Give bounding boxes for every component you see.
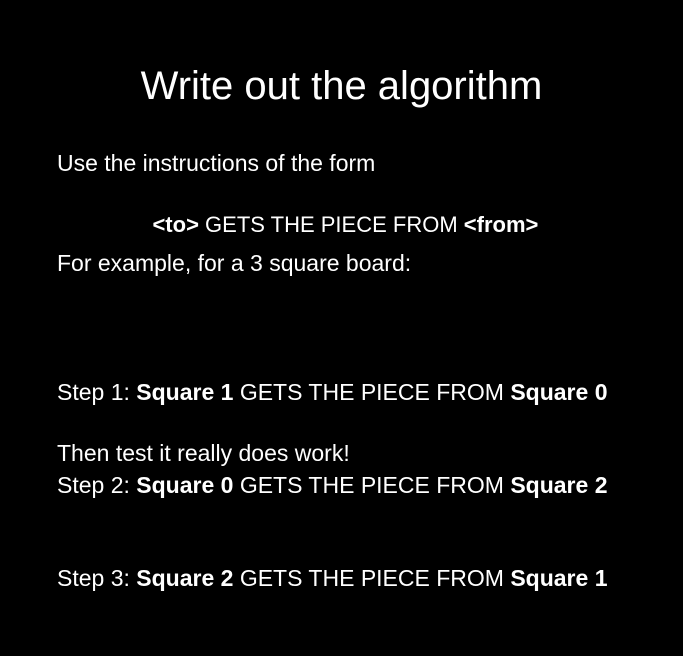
step-3-middle: GETS THE PIECE FROM [233,565,511,591]
step-2-to-square: Square 0 [136,472,234,498]
from-token: <from> [463,212,539,238]
form-middle-text: GETS THE PIECE FROM [198,212,464,238]
step-1-middle: GETS THE PIECE FROM [233,379,511,405]
step-2-middle: GETS THE PIECE FROM [233,472,511,498]
step-2-from-square: Square 2 [510,472,608,498]
step-3-prefix: Step 3: [57,565,137,591]
step-3-to-square: Square 2 [136,565,234,591]
form-intro-text: Use the instructions of the form [57,150,376,176]
step-line-2 [57,470,607,501]
step-line-1 [57,377,607,408]
step-line-3 [57,563,607,594]
steps-list [57,315,607,656]
example-intro-text: For example, for a 3 square board: [57,250,412,276]
step-3-from-square: Square 1 [510,565,608,591]
step-2-prefix: Step 2: [57,472,137,498]
step-1-from-square: Square 0 [510,379,608,405]
step-1-prefix: Step 1: [57,379,137,405]
closing-text: Then test it really does work! [57,440,350,466]
to-token: <to> [152,212,199,238]
slide-title: Write out the algorithm [140,64,543,108]
step-1-to-square: Square 1 [136,379,234,405]
